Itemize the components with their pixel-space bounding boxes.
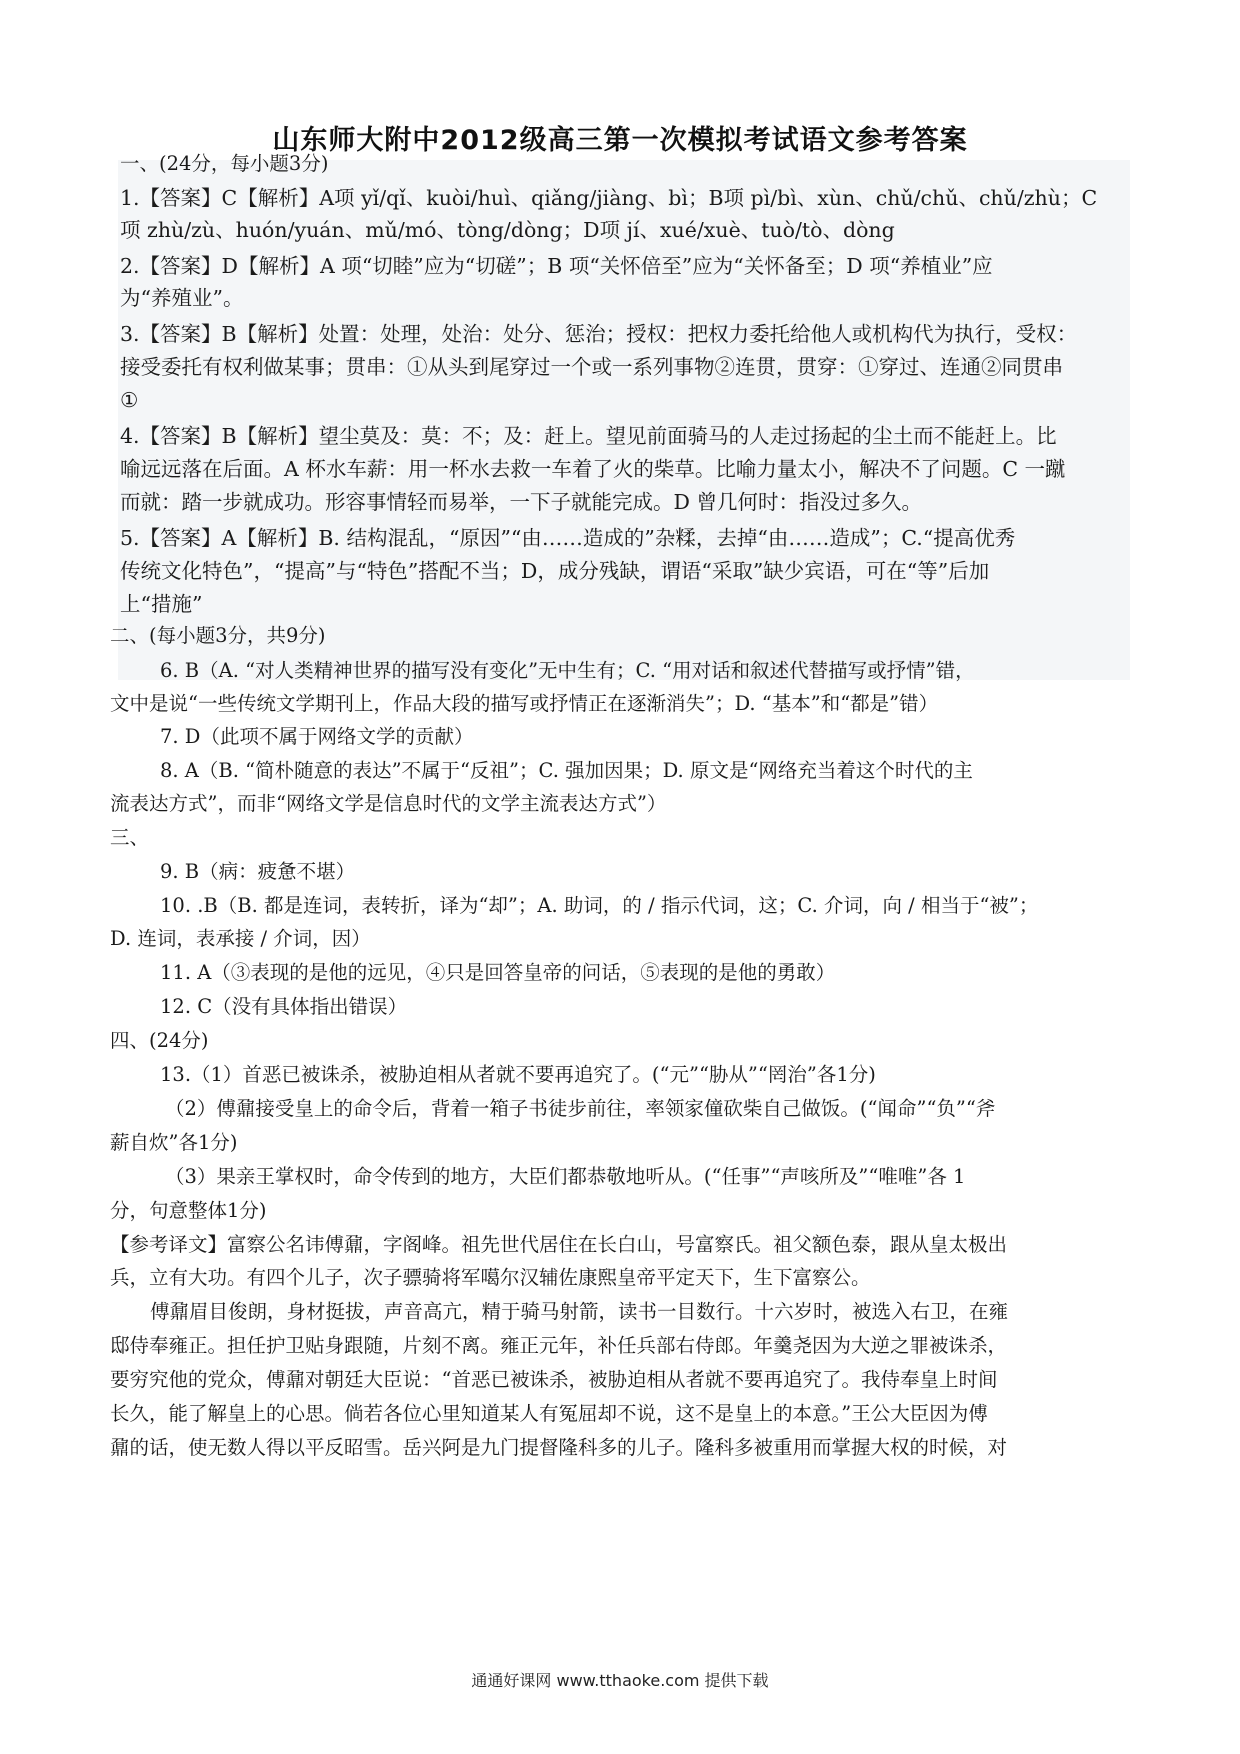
answer-line: 分，句意整体1分) [110,1199,267,1222]
section-heading-4: 四、(24分) [110,1029,209,1052]
translation-line: 【参考译文】富察公名讳傅鼐，字阁峰。祖先世代居住在长白山，号富察氏。祖父额色泰，跟从皇太极出 [110,1233,1008,1256]
answer-line: 1.【答案】C【解析】A项 yǐ/qǐ、kuòi/huì、qiǎng/jiàng、bì；B项 pì/bì、xùn、chǔ/chǔ、chǔ/zhù；C [120,186,1098,210]
translation-line: 鼐的话，使无数人得以平反昭雪。岳兴阿是九门提督隆科多的儿子。隆科多被重用而掌握大权的时候，对 [110,1436,1008,1459]
translation-line: 长久，能了解皇上的心思。倘若各位心里知道某人有冤屈却不说，这不是皇上的本意。”王公大臣因为傅 [110,1402,988,1425]
answer-line: 13.（1）首恶已被诛杀，被胁迫相从者就不要再追究了。(“元”“胁从”“罔治”各1分) [160,1063,876,1086]
answer-line: 12. C（没有具体指出错误） [160,995,408,1018]
section-heading-3: 三、 [110,826,150,849]
section-heading-1: 一、(24分，每小题3分) [120,152,329,175]
answer-line: 为“养殖业”。 [120,286,244,310]
translation-line: 邸侍奉雍正。担任护卫贴身跟随，片刻不离。雍正元年，补任兵部右侍郎。年羹尧因为大逆之罪被诛杀， [110,1334,1008,1357]
answer-line: 8. A（B. “简朴随意的表达”不属于“反祖”；C. 强加因果；D. 原文是“网络充当着这个时代的主 [160,759,973,782]
answer-line: 10. .B（B. 都是连词，表转折，译为“却”；A. 助词，的 / 指示代词，这；C. 介词，向 / 相当于“被”； [160,894,1039,917]
answer-line: 项 zhù/zù、huón/yuán、mǔ/mó、tòng/dòng；D项 jí、xué/xuè、tuò/tò、dòng [120,218,895,242]
translation-line: 要穷究他的党众，傅鼐对朝廷大臣说：“首恶已被诛杀，被胁迫相从者就不要再追究了。我侍奉皇上时间 [110,1368,998,1391]
answer-line: 上“措施” [120,592,203,616]
page-footer: 通通好课网 www.tthaoke.com 提供下载 [471,1671,769,1690]
translation-line: 傅鼐眉目俊朗，身材挺拔，声音高亢，精于骑马射箭，读书一目数行。十六岁时，被选入右卫，在雍 [150,1300,1009,1323]
answer-line: 流表达方式”，而非“网络文学是信息时代的文学主流表达方式”） [110,792,667,815]
answer-line: 6. B（A. “对人类精神世界的描写没有变化”无中生有；C. “用对话和叙述代替描写或抒情”错， [160,659,975,682]
answer-line: 7. D（此项不属于网络文学的贡献） [160,725,474,748]
answer-line: ① [120,388,139,412]
page-title: 山东师大附中2012级高三第一次模拟考试语文参考答案 [272,125,968,156]
answer-line: 2.【答案】D【解析】A 项“切睦”应为“切磋”；B 项“关怀倍至”应为“关怀备至；D 项“养植业”应 [120,254,993,278]
section-heading-2: 二、(每小题3分，共9分) [110,624,326,647]
answer-line: 传统文化特色”，“提高”与“特色”搭配不当；D，成分残缺，谓语“采取”缺少宾语，可在“等”后加 [120,559,990,583]
answer-line: 接受委托有权利做某事；贯串：①从头到尾穿过一个或一系列事物②连贯，贯穿：①穿过、连通②同贯串 [120,355,1063,379]
answer-line: 薪自炊”各1分) [110,1131,238,1154]
answer-line: D. 连词，表承接 / 介词，因） [110,927,371,950]
answer-line: （2）傅鼐接受皇上的命令后，背着一箱子书徒步前往，率领家僮砍柴自己做饭。(“闻命”“负”“斧 [165,1097,996,1120]
answer-line: 5.【答案】A【解析】B. 结构混乱，“原因”“由……造成的”杂糅，去掉“由……造成”；C.“提高优秀 [120,526,1016,550]
answer-line: 9. B（病：疲惫不堪） [160,860,356,883]
answer-line: 文中是说“一些传统文学期刊上，作品大段的描写或抒情正在逐渐消失”；D. “基本”和“都是”错） [110,692,939,715]
answer-line: 3.【答案】B【解析】处置：处理，处治：处分、惩治；授权：把权力委托给他人或机构代为执行，受权： [120,322,1078,346]
answer-line: 喻远远落在后面。A 杯水车薪：用一杯水去救一车着了火的柴草。比喻力量太小，解决不了问题。C 一蹴 [120,457,1066,481]
answer-line: （3）果亲王掌权时，命令传到的地方，大臣们都恭敬地听从。(“任事”“声咳所及”“唯唯”各 1 [165,1165,966,1188]
answer-line: 而就：踏一步就成功。形容事情轻而易举，一下子就能完成。D 曾几何时：指没过多久。 [120,490,922,514]
translation-line: 兵，立有大功。有四个儿子，次子骠骑将军噶尔汉辅佐康熙皇帝平定天下，生下富察公。 [110,1266,871,1289]
answer-line: 11. A（③表现的是他的远见，④只是回答皇帝的问话，⑤表现的是他的勇敢） [160,961,836,984]
answer-line: 4.【答案】B【解析】望尘莫及：莫：不；及：赶上。望见前面骑马的人走过扬起的尘土而不能赶上。比 [120,424,1057,448]
